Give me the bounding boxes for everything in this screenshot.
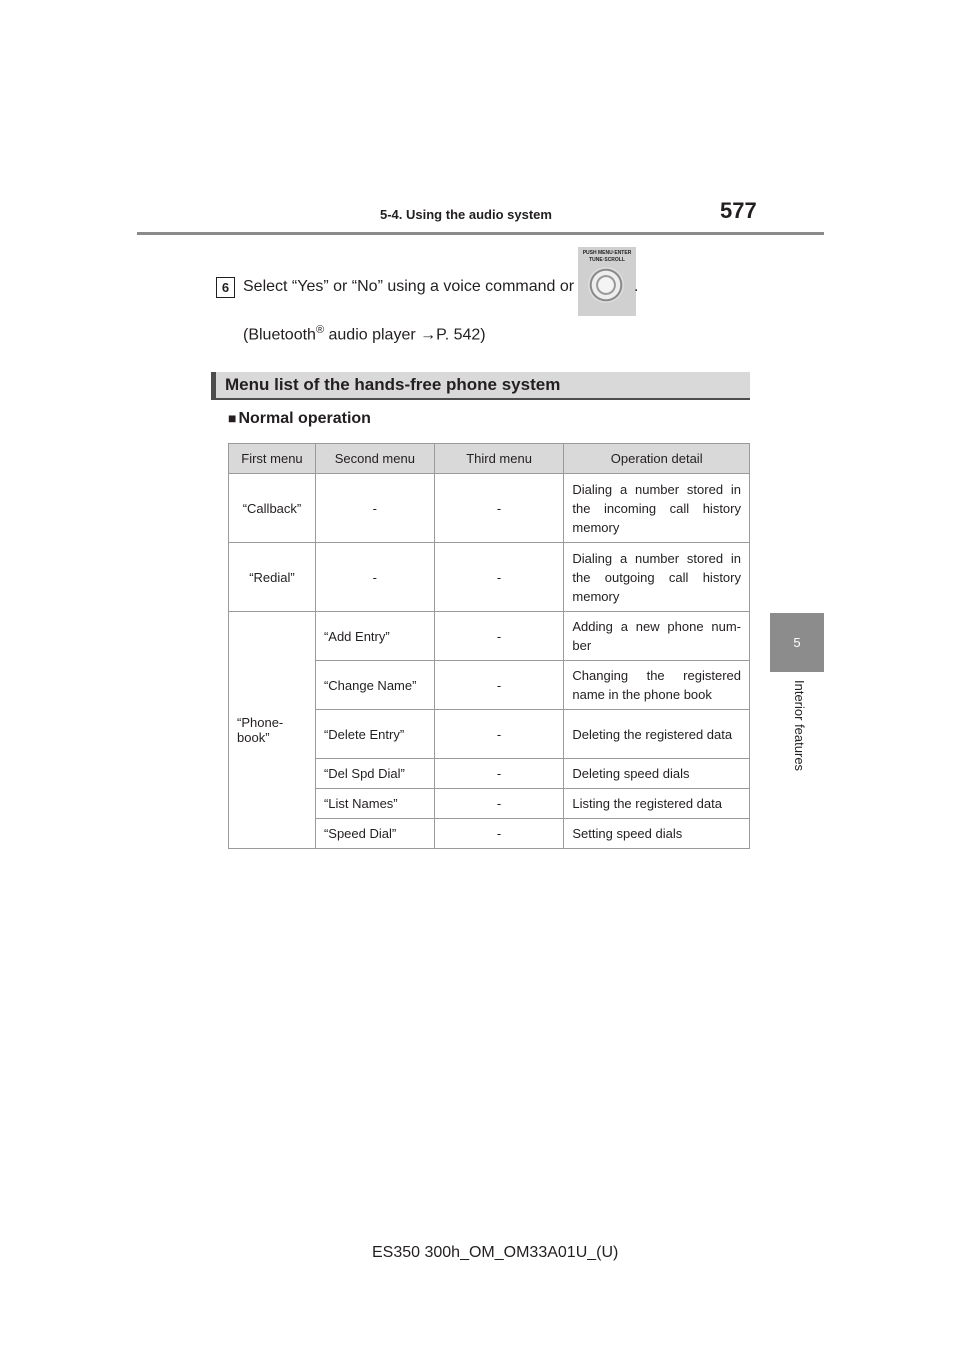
- operation-detail-cell: Listing the registered data: [564, 789, 750, 819]
- third-menu-cell: -: [434, 710, 564, 759]
- second-menu-cell: -: [315, 543, 434, 612]
- chapter-number: 5: [793, 635, 801, 650]
- header-first-menu: First menu: [229, 444, 316, 474]
- menu-list-heading: Menu list of the hands-free phone system: [211, 372, 750, 400]
- menu-table: [228, 443, 750, 849]
- registered-mark: ®: [315, 324, 325, 336]
- header-divider: [137, 232, 824, 235]
- page-number: 577: [720, 198, 757, 223]
- knob-dial-icon: [588, 267, 624, 303]
- header-second-menu: Second menu: [315, 444, 434, 474]
- second-menu-cell: “Speed Dial”: [315, 819, 434, 849]
- table-header-row: [229, 444, 750, 474]
- third-menu-cell: -: [434, 819, 564, 849]
- operation-detail-cell: Changing the registered name in the phone book: [564, 661, 750, 710]
- header-operation-detail: Operation detail: [564, 444, 750, 474]
- step-period: .: [634, 278, 639, 295]
- third-menu-cell: -: [434, 612, 564, 661]
- first-menu-cell: “Phone-book”: [229, 612, 316, 849]
- first-menu-cell: “Callback”: [229, 474, 316, 543]
- chapter-title: [790, 680, 810, 790]
- step-number-badge: 6: [216, 277, 235, 298]
- third-menu-cell: -: [434, 661, 564, 710]
- second-menu-cell: “List Names”: [315, 789, 434, 819]
- operation-detail-cell: Deleting the registered data: [564, 710, 750, 759]
- second-menu-cell: “Add Entry”: [315, 612, 434, 661]
- tune-scroll-knob-icon: [578, 247, 639, 316]
- second-menu-cell: “Delete Entry”: [315, 710, 434, 759]
- operation-detail-cell: Dialing a number stored in the incoming call history memory: [564, 474, 750, 543]
- third-menu-cell: -: [434, 543, 564, 612]
- third-menu-cell: -: [434, 789, 564, 819]
- operation-detail-cell: Adding a new phone num-ber: [564, 612, 750, 661]
- chapter-title-text: Interior features: [792, 680, 807, 772]
- table-row: [229, 474, 750, 543]
- bluetooth-reference: [243, 324, 486, 344]
- chapter-tab: [770, 613, 824, 672]
- header-third-menu: Third menu: [434, 444, 564, 474]
- first-menu-cell: “Redial”: [229, 543, 316, 612]
- operation-detail-cell: Deleting speed dials: [564, 759, 750, 789]
- normal-operation-heading: [228, 410, 371, 428]
- operation-detail-cell: Dialing a number stored in the outgoing call history memory: [564, 543, 750, 612]
- second-menu-cell: “Change Name”: [315, 661, 434, 710]
- operation-detail-cell: Setting speed dials: [564, 819, 750, 849]
- table-row: [229, 543, 750, 612]
- bt-prefix: (Bluetooth: [243, 326, 316, 344]
- second-menu-cell: “Del Spd Dial”: [315, 759, 434, 789]
- third-menu-cell: -: [434, 759, 564, 789]
- knob-label-top: PUSH MENU·ENTER: [582, 250, 632, 256]
- third-menu-cell: -: [434, 474, 564, 543]
- bt-suffix: audio player →P. 542): [324, 326, 486, 344]
- second-menu-cell: -: [315, 474, 434, 543]
- document-code-footer: ES350 300h_OM_OM33A01U_(U): [372, 1244, 619, 1261]
- square-bullet-icon: ■: [228, 410, 237, 426]
- normal-operation-label: Normal operation: [238, 410, 371, 427]
- step-instruction: Select “Yes” or “No” using a voice command or: [243, 278, 575, 295]
- knob-label-bottom: TUNE·SCROLL: [589, 257, 625, 263]
- section-title: 5-4. Using the audio system: [380, 207, 552, 222]
- table-row: [229, 612, 750, 661]
